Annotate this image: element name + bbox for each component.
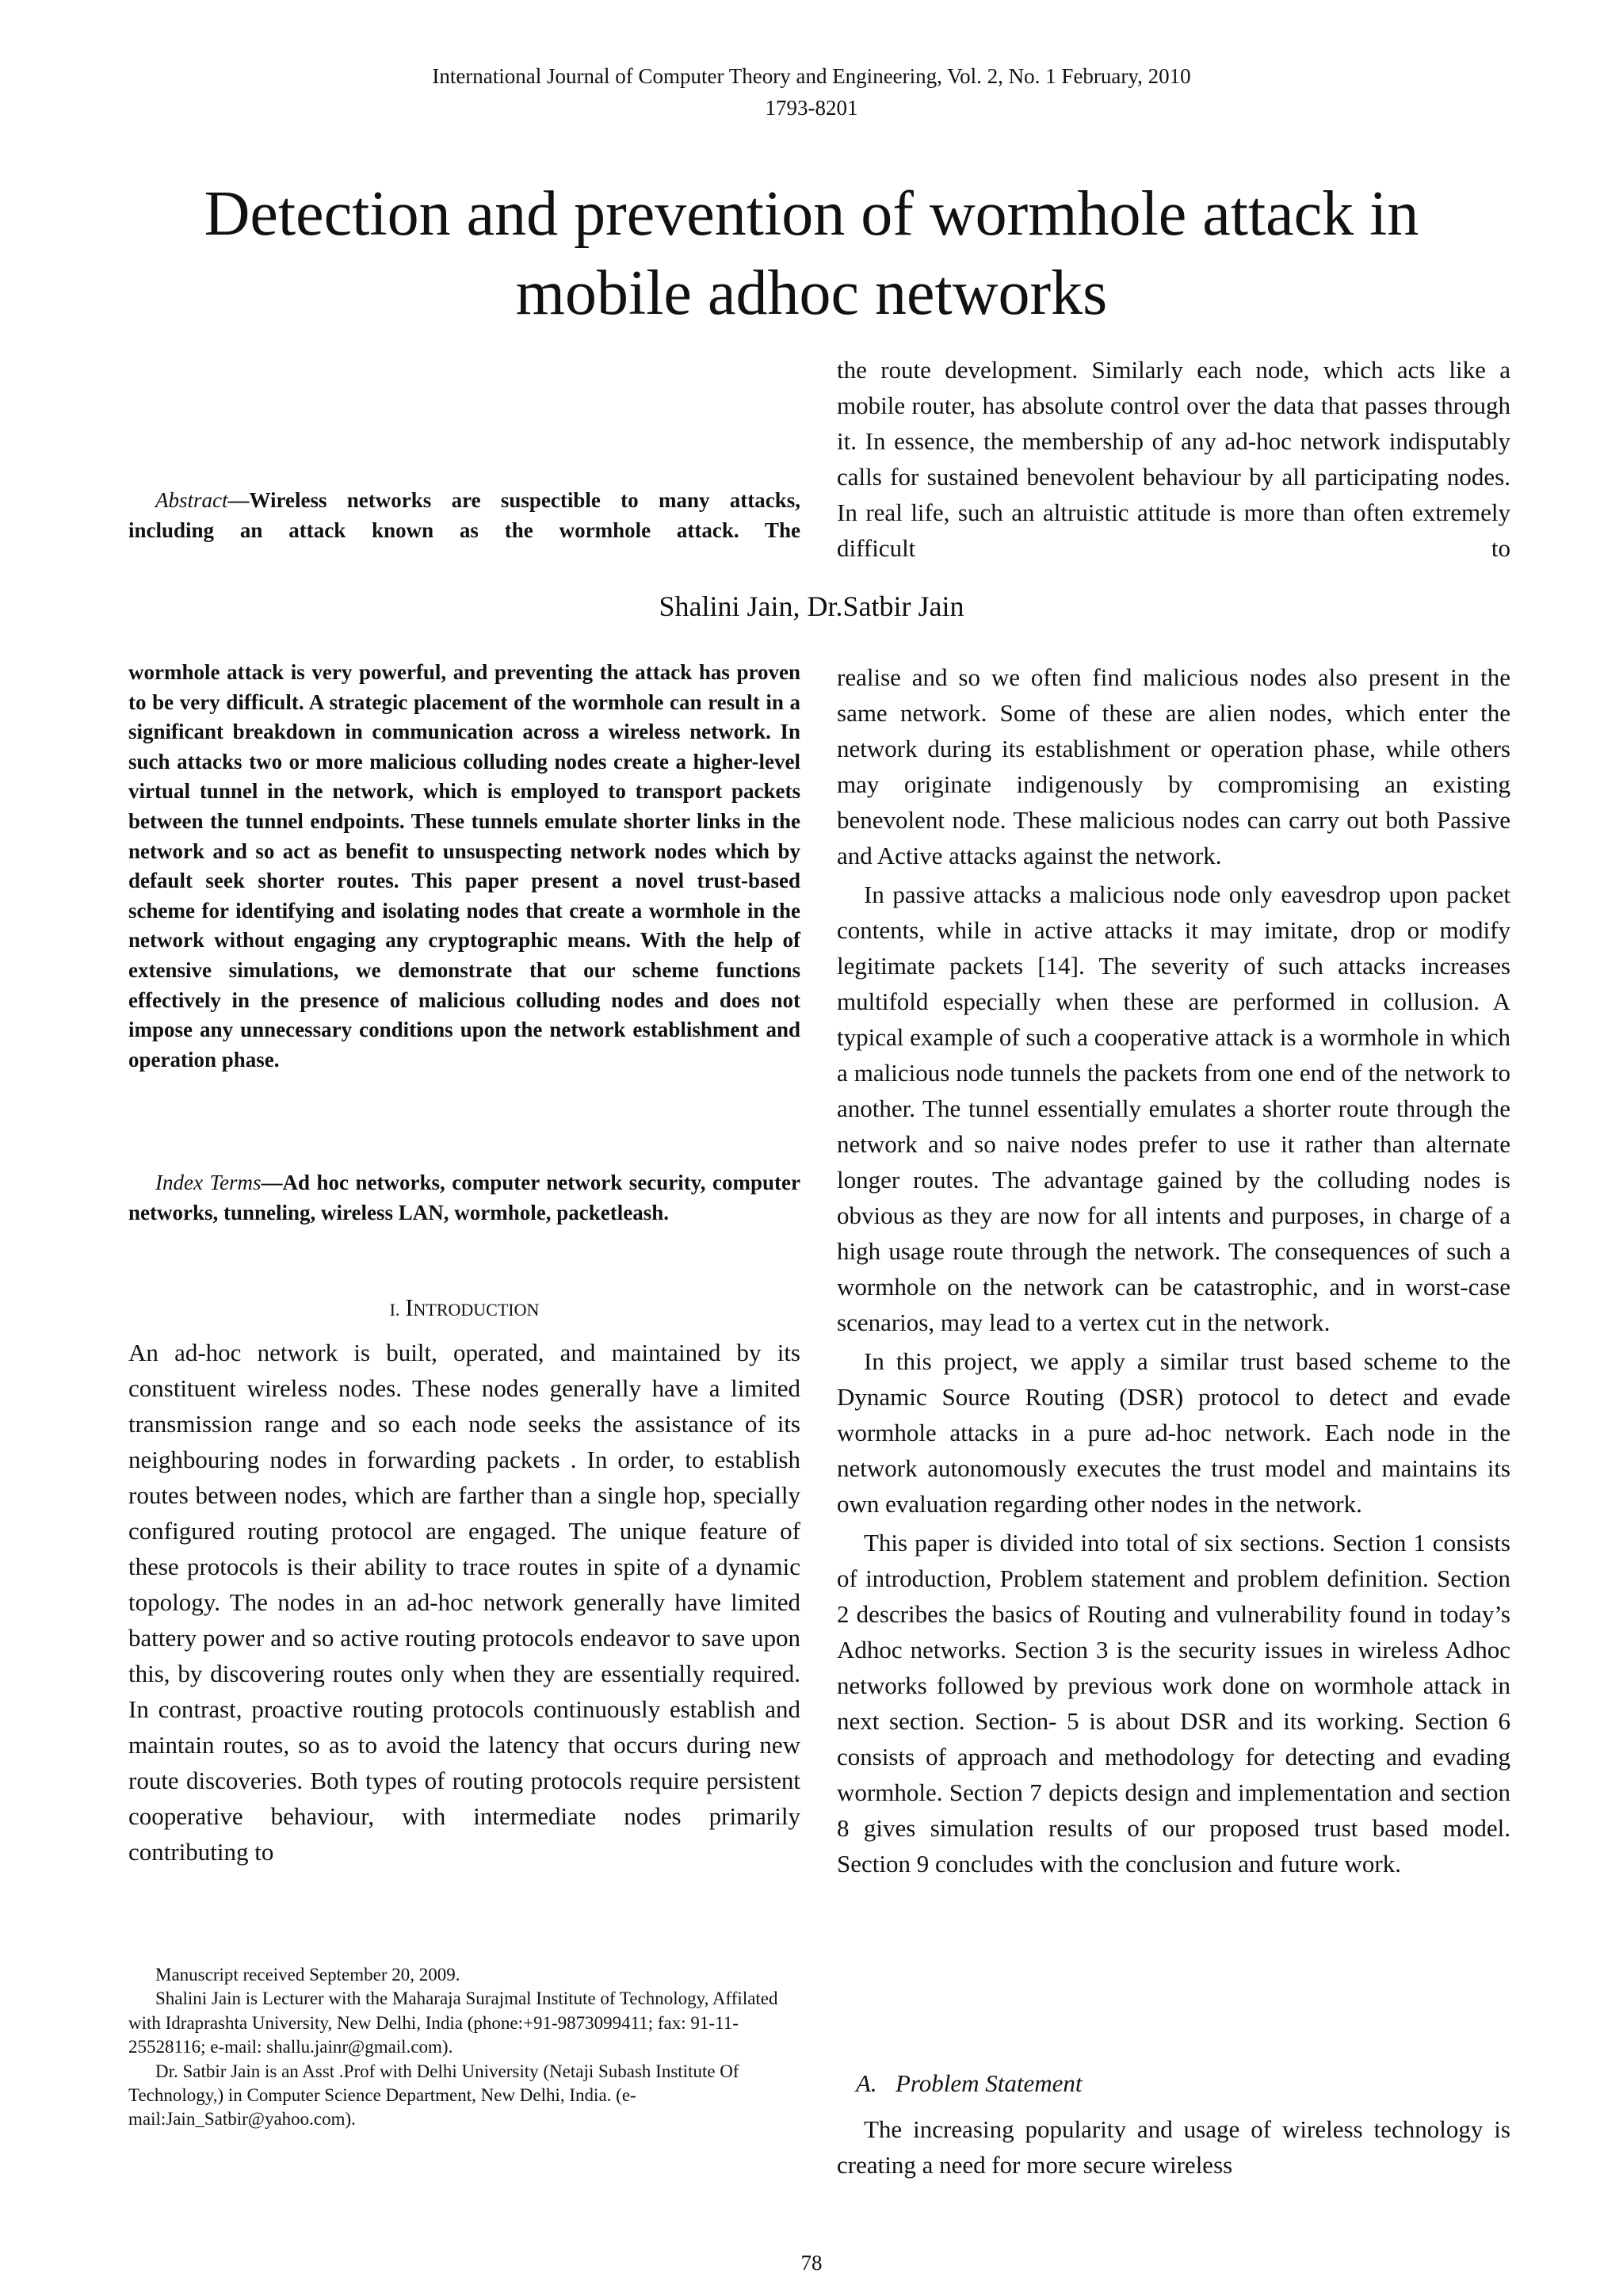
paragraph-passive-active: In passive attacks a malicious node only eavesdrop upon packet contents, while in active attacks it may imitate, drop or modify legitimate packets [14]. The severity of such attacks increases multifold especially when these are performed in collusion. A typical example of such a cooperative attack is a wormhole in which a malicious node tunnels the packets from one end of the network to another. The tunnel essentially emulates a shorter route through the network and so naive nodes prefer to use it rather than alternate longer routes. The advantage gained by the colluding nodes is obvious as they are now for all intents and purposes, in charge of a high usage route through the network. The consequences of such a wormhole on the network can be catastrophic, and in worst-case scenarios, may lead to a vertex cut in the network. [837,881,1510,1336]
intro-continuation-top: the route development. Similarly each node, which acts like a mobile router, has absolute control over the data that passes through it. In essence, the membership of any ad-hoc network indisputably calls for sustained benevolent behaviour by all participating nodes. In real life, such an altruistic attitude is more than often extremely difficult to [837,356,1510,562]
abstract-opening-line-1 [128,485,800,515]
footnote-author-1: Shalini Jain is Lecturer with the Maharaja Surajmal Institute of Technology, Affilated with Idraprashta University, New Delhi, India (phone:+91-9873099411; fax: 91-11-25528116; e-mail: shallu.jainr@gmail.com). [128,1988,778,2057]
subsection-title: Problem Statement [895,2069,1083,2097]
index-terms-label: Index Terms [155,1171,262,1194]
right-column-body [837,659,1510,1881]
problem-statement-text [837,2111,1510,2183]
index-terms-text: Ad hoc networks, computer network security, computer networks, tunneling, wireless LAN, wormhole, packetleash. [128,1171,800,1224]
index-terms [128,1168,800,1228]
introduction-text: An ad-hoc network is built, operated, and maintained by its constituent wireless nodes. These nodes generally have a limited transmission range and so each node seeks the assistance of its neighbouring nodes in forwarding packets . In order, to establish routes between nodes, which are farther than a single hop, specially configured routing protocol are engaged. The unique feature of these protocols is their ability to trace routes in spite of a dynamic topology. The nodes in an ad-hoc network generally have limited battery power and so active routing protocols endeavor to save upon this, by discovering routes only when they are essentially required. In contrast, proactive routing protocols continuously establish and maintain routes, so as to avoid the latency that occurs during new route discoveries. Both types of routing protocols require persistent cooperative behaviour, with intermediate nodes primarily contributing to [128,1339,800,1866]
footnote-author-2: Dr. Satbir Jain is an Asst .Prof with Delhi University (Netaji Subash Institute Of Technology,) in Computer Science Department, New Delhi, India. (e-mail:Jain_Satbir@yahoo.com). [128,2061,739,2130]
page-number: 78 [800,2251,823,2275]
journal-header [0,60,1623,124]
abstract-opening [128,485,800,545]
journal-issn: 1793-8201 [765,96,858,120]
index-terms-dash: — [261,1171,283,1194]
paper-title-line-1: Detection and prevention of wormhole attack in [204,179,1419,249]
author-line: Shalini Jain, Dr.Satbir Jain [659,590,964,622]
paragraph-project: In this project, we apply a similar trust based scheme to the Dynamic Source Routing (DSR) protocol to detect and evade wormhole attacks in a pure ad-hoc network. Each node in the network autonomously executes the trust model and maintains its own evaluation regarding other nodes in the network. [837,1347,1510,1518]
abstract-top-line2: including an attack known as the wormhole attack. The [128,518,800,542]
subsection-number: A. [856,2069,877,2097]
paragraph-organization: This paper is divided into total of six sections. Section 1 consists of introduction, Problem statement and problem definition. Section 2 describes the basics of Routing and vulnerability found in today’s Adhoc networks. Section 3 is the security issues in wireless Adhoc networks followed by previous work done on wormhole attack in next section. Section- 5 is about DSR and its working. Section 6 consists of approach and methodology for detecting and evading wormhole. Section 7 depicts design and implementation and section 8 gives simulation results of our proposed trust based model. Section 9 concludes with the conclusion and future work. [837,1529,1510,1878]
abstract-body: wormhole attack is very powerful, and preventing the attack has proven to be very difficult. A strategic placement of the wormhole can result in a significant breakdown in communication across a wireless network. In such attacks two or more malicious colluding nodes create a higher-level virtual tunnel in the network, which is employed to transport packets between the tunnel endpoints. These tunnels emulate shorter links in the network and so act as benefit to unsuspecting network nodes which by default seek shorter routes. This paper present a novel trust-based scheme for identifying and isolating nodes that create a wormhole in the network without engaging any cryptographic means. With the help of extensive simulations, we demonstrate that our scheme functions effectively in the presence of malicious colluding nodes and does not impose any unnecessary conditions upon the network establishment and operation phase. [128,660,800,1072]
abstract-label: Abstract [155,488,228,512]
abstract-top-line1: Wireless networks are suspectible to many attacks, [249,488,800,512]
paragraph-malicious-nodes: realise and so we often find malicious nodes also present in the same network. Some of these are alien nodes, which enter the network during its establishment or operation phase, while others may originate indigenously by compromising an existing benevolent node. These malicious nodes can carry out both Passive and Active attacks against the network. [837,663,1510,869]
section-title: Introduction [405,1293,540,1321]
journal-citation: International Journal of Computer Theory and Engineering, Vol. 2, No. 1 February, 2010 [432,64,1191,88]
footnotes [128,1963,800,2132]
paper-title [0,174,1623,333]
problem-statement-body: The increasing popularity and usage of wireless technology is creating a need for more secure wireless [837,2115,1510,2179]
subsection-heading-problem-statement [856,2065,1083,2101]
footnote-manuscript: Manuscript received September 20, 2009. [155,1965,460,1985]
section-number: I. [389,1300,400,1320]
section-heading-introduction [128,1293,800,1324]
paper-title-line-2: mobile adhoc networks [515,258,1108,328]
abstract-dash: — [227,488,250,512]
